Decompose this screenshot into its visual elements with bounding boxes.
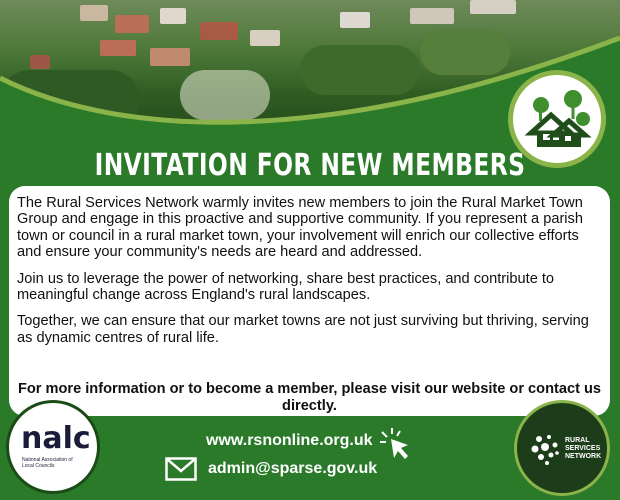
rsn-wordmark: RURAL SERVICES NETWORK: [565, 437, 602, 460]
website-link[interactable]: www.rsnonline.org.uk: [206, 432, 373, 449]
nalc-subtitle: National Association of Local Councils: [22, 457, 73, 469]
network-dots-icon: [527, 429, 567, 469]
email-link[interactable]: admin@sparse.gov.uk: [208, 460, 378, 477]
envelope-icon: [165, 457, 197, 481]
page-title: INVITATION FOR NEW MEMBERS: [94, 148, 526, 183]
cursor-click-icon: [378, 426, 414, 462]
call-to-action: For more information or to become a member, please visit our website or contact us directly.: [17, 381, 602, 414]
rsn-logo: [514, 400, 610, 496]
paragraph-together: Together, we can ensure that our market towns are not just surviving but thriving, serving as dynamic centres of rural life.: [17, 313, 589, 346]
paragraph-join: Join us to leverage the power of networking, share best practices, and contribute to meaningful change across England's rural landscapes.: [17, 270, 555, 304]
invitation-card: [9, 186, 610, 416]
paragraph-intro: The Rural Services Network warmly invites new members to join the Rural Market Town Group and engage in this proactive and supportive community. If you represent a parish town or council in a rural market town, your involvement will enrich our collective efforts and ensure your community's needs are heard and addressed.: [17, 195, 583, 261]
nalc-logo: [6, 400, 100, 494]
nalc-wordmark: nalc: [21, 421, 91, 456]
